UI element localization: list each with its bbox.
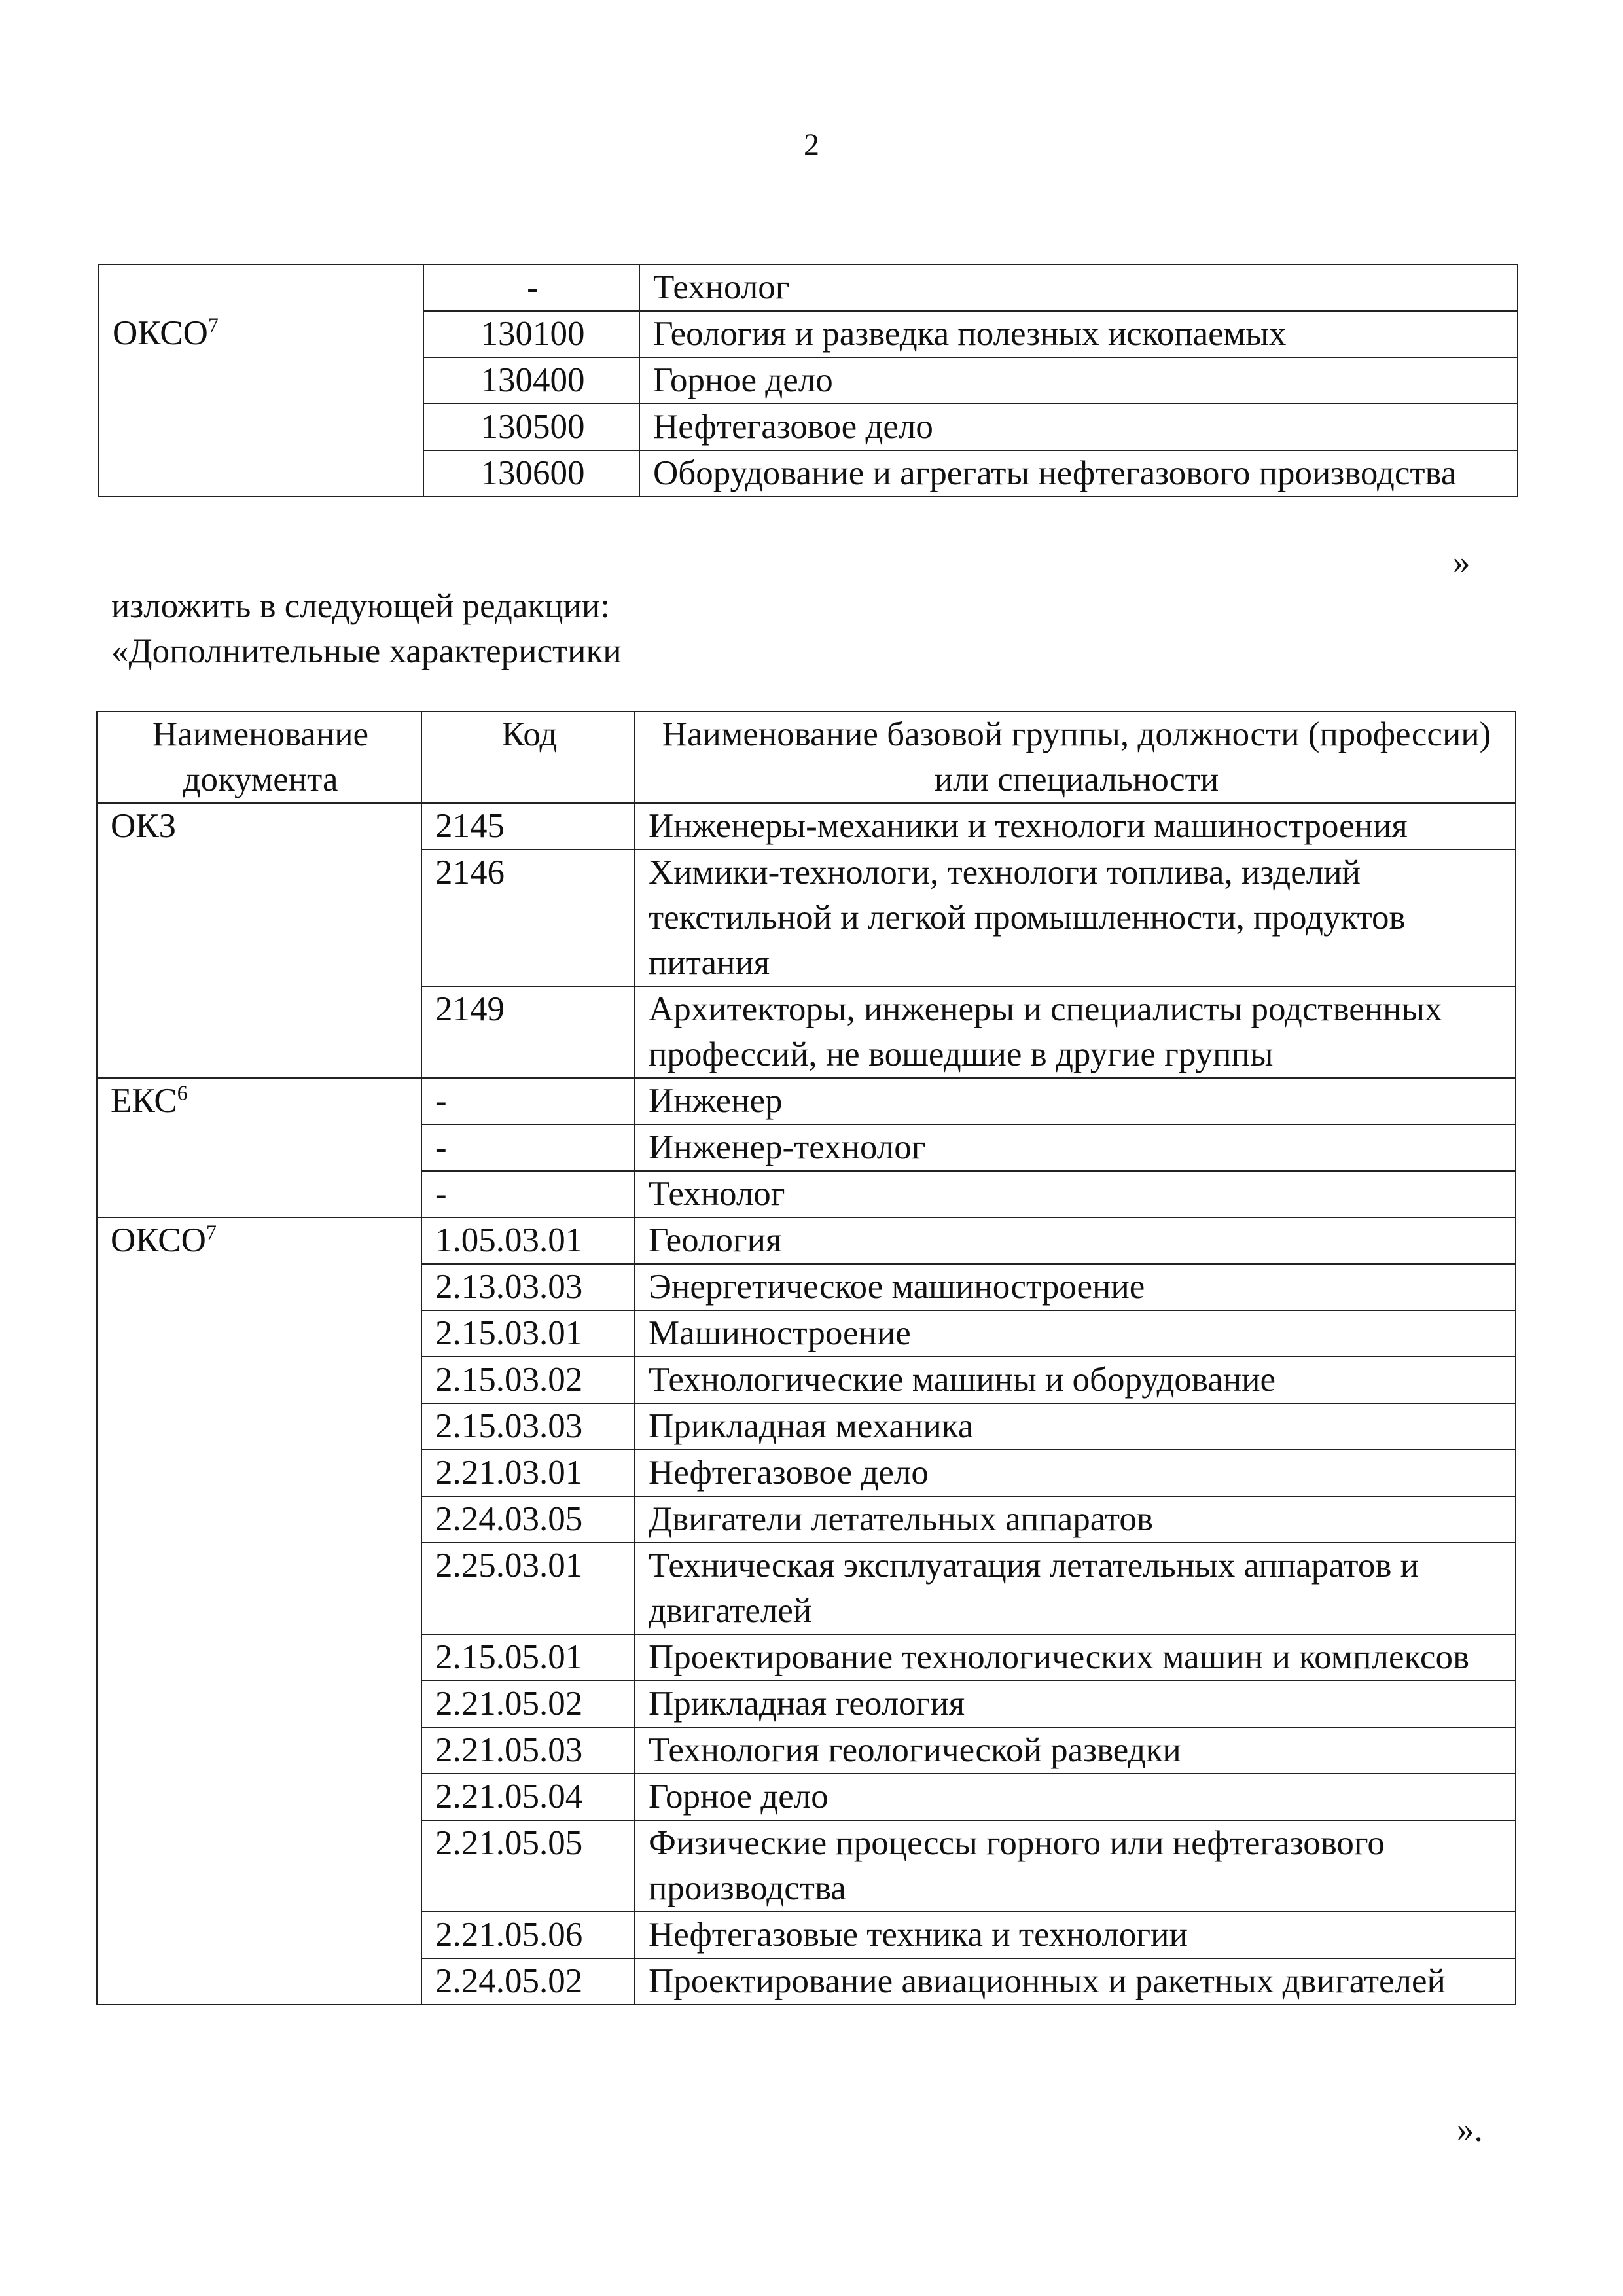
intro-text: изложить в следующей редакции: (111, 587, 610, 625)
doc-cell: ОКСО$^7$ (97, 1217, 421, 2005)
closing-quote-end: ». (1457, 2111, 1483, 2149)
name-cell: Горное дело (639, 357, 1518, 404)
name-cell: Двигатели летательных аппаратов (635, 1496, 1516, 1543)
code-cell: 130100 (423, 311, 639, 357)
closing-quote: » (1453, 543, 1471, 581)
name-cell: Прикладная механика (635, 1403, 1516, 1450)
name-cell: Технологические машины и оборудование (635, 1357, 1516, 1403)
code-cell: 130400 (423, 357, 639, 404)
code-cell: - (423, 264, 639, 311)
doc-cell (99, 264, 423, 311)
name-cell: Физические процессы горного или нефтегазового производства (635, 1820, 1516, 1912)
table-row (97, 803, 1516, 850)
name-cell: Оборудование и агрегаты нефтегазового производства (639, 450, 1518, 497)
code-cell: 2145 (421, 803, 635, 850)
name-cell: Геология (635, 1217, 1516, 1264)
code-cell: - (421, 1124, 635, 1171)
code-cell: 130600 (423, 450, 639, 497)
name-cell: Проектирование авиационных и ракетных двигателей (635, 1958, 1516, 2005)
name-cell: Энергетическое машиностроение (635, 1264, 1516, 1310)
doc-cell: ОКСО$^7$ (99, 311, 423, 497)
doc-cell: ОКЗ (97, 803, 421, 1078)
code-cell: 2.15.03.03 (421, 1403, 635, 1450)
name-cell: Инженер-технолог (635, 1124, 1516, 1171)
name-cell: Технология геологической разведки (635, 1727, 1516, 1774)
code-cell: 2149 (421, 986, 635, 1078)
name-cell: Геология и разведка полезных ископаемых (639, 311, 1518, 357)
code-cell: 2.21.05.06 (421, 1912, 635, 1958)
header-doc: Наименование документа (97, 711, 421, 803)
name-cell: Архитекторы, инженеры и специалисты родственных профессий, не вошедшие в другие группы (635, 986, 1516, 1078)
table-row (97, 1078, 1516, 1124)
name-cell: Технолог (639, 264, 1518, 311)
name-cell: Технолог (635, 1171, 1516, 1217)
code-cell: 2.21.03.01 (421, 1450, 635, 1496)
code-cell: 2.15.03.02 (421, 1357, 635, 1403)
code-cell: 2.21.05.02 (421, 1681, 635, 1727)
code-cell: - (421, 1078, 635, 1124)
page-number: 2 (804, 128, 819, 162)
code-cell: 2.15.03.01 (421, 1310, 635, 1357)
name-cell: Нефтегазовое дело (639, 404, 1518, 450)
code-cell: 2.21.05.03 (421, 1727, 635, 1774)
table-row (99, 264, 1518, 311)
section-title: «Дополнительные характеристики (111, 632, 622, 670)
code-cell: - (421, 1171, 635, 1217)
code-cell: 2.21.05.04 (421, 1774, 635, 1820)
doc-cell: ЕКС$^6$ (97, 1078, 421, 1217)
code-cell: 2.21.05.05 (421, 1820, 635, 1912)
name-cell: Машиностроение (635, 1310, 1516, 1357)
code-cell: 2.13.03.03 (421, 1264, 635, 1310)
name-cell: Инженер (635, 1078, 1516, 1124)
previous-table (98, 264, 1518, 497)
code-cell: 130500 (423, 404, 639, 450)
code-cell: 2.24.03.05 (421, 1496, 635, 1543)
table-row (97, 1217, 1516, 1264)
name-cell: Проектирование технологических машин и комплексов (635, 1634, 1516, 1681)
name-cell: Техническая эксплуатация летательных аппаратов и двигателей (635, 1543, 1516, 1634)
characteristics-table (96, 711, 1516, 2005)
code-cell: 2.24.05.02 (421, 1958, 635, 2005)
code-cell: 2146 (421, 850, 635, 986)
code-cell: 2.25.03.01 (421, 1543, 635, 1634)
name-cell: Инженеры-механики и технологи машиностроения (635, 803, 1516, 850)
name-cell: Горное дело (635, 1774, 1516, 1820)
name-cell: Химики-технологи, технологи топлива, изделий текстильной и легкой промышленности, продуктов питания (635, 850, 1516, 986)
header-code: Код (421, 711, 635, 803)
table-header-row (97, 711, 1516, 803)
header-name: Наименование базовой группы, должности (профессии) или специальности (635, 711, 1516, 803)
name-cell: Прикладная геология (635, 1681, 1516, 1727)
name-cell: Нефтегазовое дело (635, 1450, 1516, 1496)
table-row (99, 311, 1518, 357)
code-cell: 1.05.03.01 (421, 1217, 635, 1264)
code-cell: 2.15.05.01 (421, 1634, 635, 1681)
name-cell: Нефтегазовые техника и технологии (635, 1912, 1516, 1958)
